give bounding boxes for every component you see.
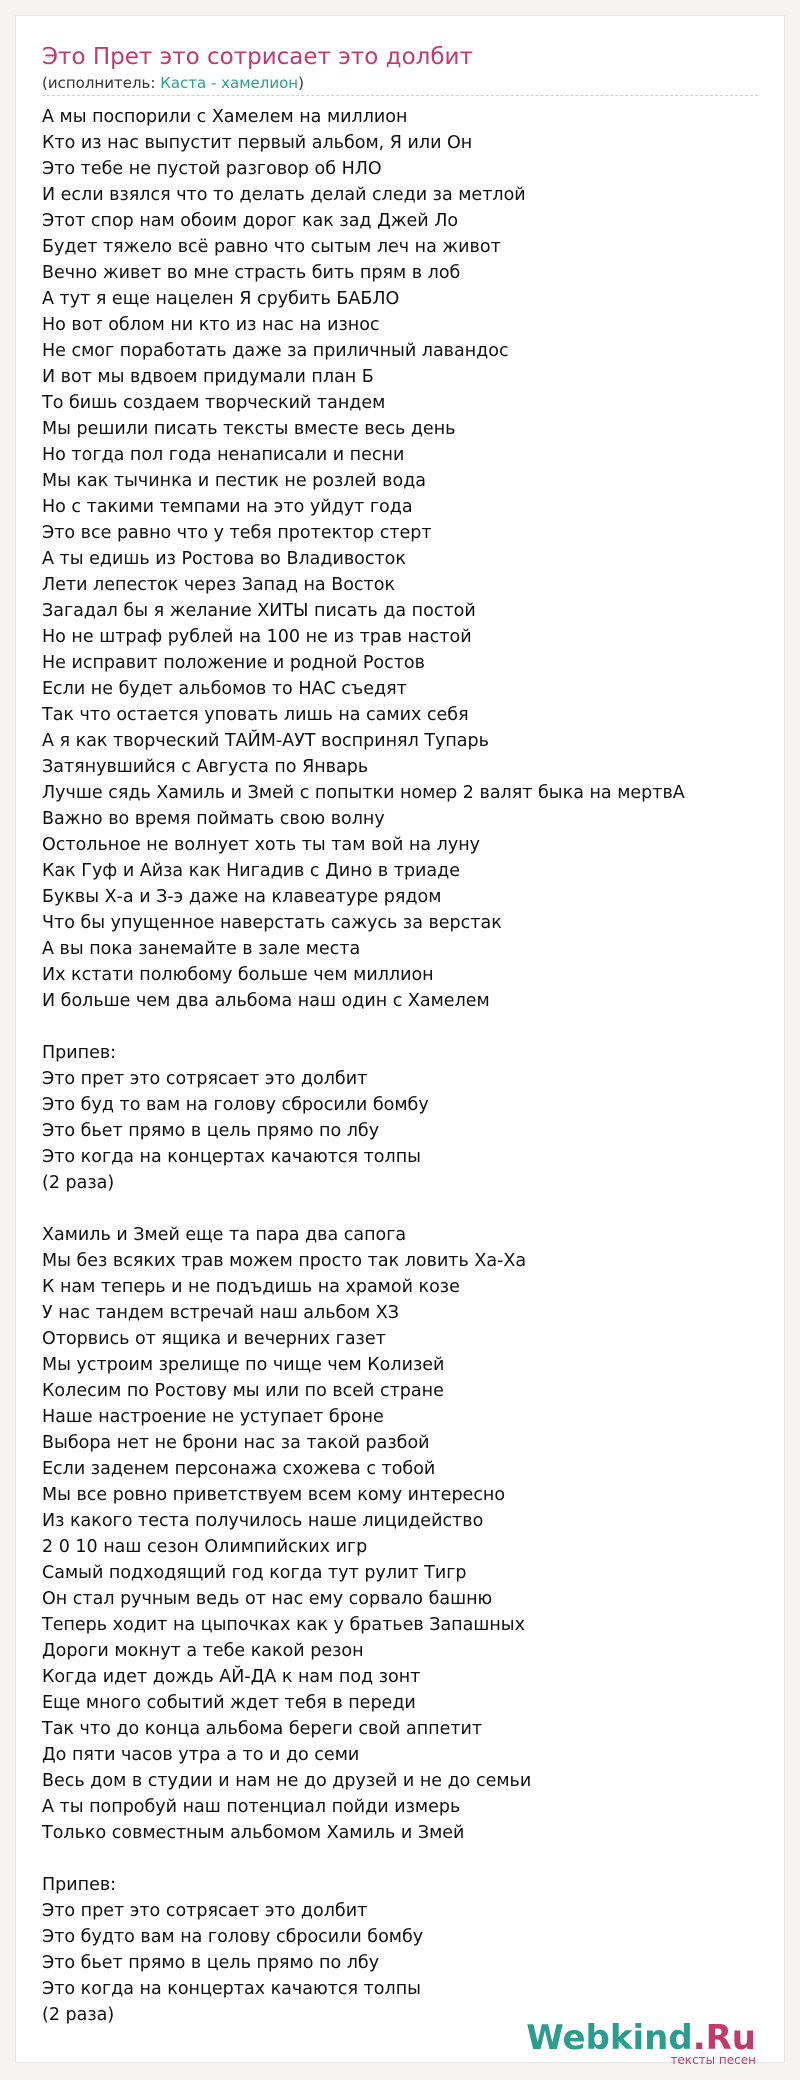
lyric-line: Буквы Х-а и З-э даже на клавеатуре рядом — [42, 887, 442, 907]
lyric-line: Еще много событий ждет тебя в переди — [42, 1693, 416, 1713]
lyric-line: Дороги мокнут а тебе какой резон — [42, 1641, 364, 1661]
lyric-line: Это когда на концертах качаются толпы — [42, 1979, 421, 1999]
lyric-line: Не исправит положение и родной Ростов — [42, 653, 425, 673]
lyric-line: Это бьет прямо в цель прямо по лбу — [42, 1953, 380, 1973]
lyric-line: Но с такими темпами на это уйдут года — [42, 497, 413, 517]
lyric-line: Лети лепесток через Запад на Восток — [42, 575, 396, 595]
lyric-line: Выбора нет не брони нас за такой разбой — [42, 1433, 430, 1453]
lyric-line: Колесим по Ростову мы или по всей стране — [42, 1381, 444, 1401]
stanza-break — [42, 1196, 762, 1222]
lyric-line: Только совместным альбомом Хамиль и Змей — [42, 1823, 465, 1843]
lyric-line: Это прет это сотрясает это долбит — [42, 1069, 368, 1089]
logo-wordmark — [526, 2018, 756, 2058]
lyric-line: Кто из нас выпустит первый альбом, Я или Он — [42, 133, 473, 153]
lyric-line: Припев: — [42, 1875, 117, 1895]
lyric-line: Это бьет прямо в цель прямо по лбу — [42, 1121, 380, 1141]
logo-tagline: тексты песен — [670, 2053, 756, 2067]
lyric-line: (2 раза) — [42, 1173, 115, 1193]
lyric-line: Это когда на концертах качаются толпы — [42, 1147, 421, 1167]
lyric-line: (2 раза) — [42, 2005, 115, 2025]
lyric-line: Остольное не волнует хоть ты там вой на луну — [42, 835, 480, 855]
lyric-line: Это все равно что у тебя протектор стерт — [42, 523, 432, 543]
artist-line — [42, 74, 304, 92]
site-logo[interactable] — [526, 2018, 756, 2067]
lyric-line: Это прет это сотрясает это долбит — [42, 1901, 368, 1921]
header-divider — [42, 95, 758, 96]
lyric-line: Если заденем персонажа схожева с тобой — [42, 1459, 436, 1479]
lyric-line: Теперь ходит на цыпочках как у братьев Запашных — [42, 1615, 525, 1635]
lyric-line: Это тебе не пустой разговор об НЛО — [42, 159, 382, 179]
lyric-line: Он стал ручным ведь от нас ему сорвало башню — [42, 1589, 493, 1609]
lyric-line: Их кстати полюбому больше чем миллион — [42, 965, 434, 985]
lyric-line: Лучше сядь Хамиль и Змей с попытки номер 2 валят быка на мертвА — [42, 783, 685, 803]
artist-link[interactable]: Каста - хамелион — [160, 74, 299, 92]
lyric-line: Из какого теста получилось наше лицидейство — [42, 1511, 484, 1531]
lyric-line: Будет тяжело всё равно что сытым леч на живот — [42, 237, 501, 257]
lyric-line: Но не штраф рублей на 100 не из трав настой — [42, 627, 472, 647]
lyrics-body — [42, 104, 762, 2028]
lyric-line: Мы все ровно приветствуем всем кому интересно — [42, 1485, 506, 1505]
lyric-line: И вот мы вдвоем придумали план Б — [42, 367, 374, 387]
lyric-line: И больше чем два альбома наш один с Хамелем — [42, 991, 490, 1011]
lyric-line: Весь дом в студии и нам не до друзей и не до семьи — [42, 1771, 532, 1791]
artist-prefix: (исполнитель: — [42, 74, 161, 92]
lyric-line: Мы решили писать тексты вместе весь день — [42, 419, 456, 439]
lyric-line: Мы устроим зрелище по чище чем Колизей — [42, 1355, 445, 1375]
lyric-line: У нас тандем встречай наш альбом ХЗ — [42, 1303, 400, 1323]
lyric-line: Самый подходящий год когда тут рулит Тигр — [42, 1563, 467, 1583]
stanza-break — [42, 1014, 762, 1040]
lyric-line: Это будто вам на голову сбросили бомбу — [42, 1927, 424, 1947]
lyric-line: А ты едишь из Ростова во Владивосток — [42, 549, 406, 569]
lyric-line: Мы без всяких трав можем просто так ловить Ха-Ха — [42, 1251, 527, 1271]
page-title: Это Прет это сотрисает это долбит — [42, 44, 473, 70]
logo-main-right: .Ru — [692, 2018, 756, 2058]
lyric-line: А ты попробуй наш потенциал пойди измерь — [42, 1797, 461, 1817]
lyric-line: Этот спор нам обоим дорог как зад Джей Ло — [42, 211, 459, 231]
lyric-line: Как Гуф и Айза как Нигадив с Дино в триаде — [42, 861, 461, 881]
lyric-line: Если не будет альбомов то НАС съедят — [42, 679, 407, 699]
lyric-line: Так что до конца альбома береги свой аппетит — [42, 1719, 483, 1739]
lyric-line: И если взялся что то делать делай следи за метлой — [42, 185, 526, 205]
lyric-line: Загадал бы я желание ХИТЫ писать да постой — [42, 601, 476, 621]
lyric-line: Оторвись от ящика и вечерних газет — [42, 1329, 386, 1349]
lyric-line: Так что остается уповать лишь на самих себя — [42, 705, 469, 725]
lyric-line: К нам теперь и не подъдишь на храмой козе — [42, 1277, 460, 1297]
lyric-line: Это буд то вам на голову сбросили бомбу — [42, 1095, 429, 1115]
lyric-line: 2 0 10 наш сезон Олимпийских игр — [42, 1537, 368, 1557]
lyric-line: Важно во время поймать свою волну — [42, 809, 385, 829]
logo-main-left: Webkind — [526, 2018, 693, 2058]
content-card — [15, 15, 785, 2067]
lyric-line: Что бы упущенное наверстать сажусь за верстак — [42, 913, 502, 933]
lyric-line: Вечно живет во мне страсть бить прям в лоб — [42, 263, 461, 283]
lyric-line: Не смог поработать даже за приличный лавандос — [42, 341, 509, 361]
stanza-break — [42, 1846, 762, 1872]
lyric-line: Наше настроение не уступает броне — [42, 1407, 384, 1427]
lyric-line: Затянувшийся с Августа по Январь — [42, 757, 369, 777]
lyric-line: Когда идет дождь АЙ-ДА к нам под зонт — [42, 1667, 421, 1687]
lyric-line: А я как творческий ТАЙМ-АУТ воспринял Тупарь — [42, 731, 489, 751]
lyric-line: До пяти часов утра а то и до семи — [42, 1745, 360, 1765]
lyric-line: Мы как тычинка и пестик не розлей вода — [42, 471, 427, 491]
lyric-line: Припев: — [42, 1043, 117, 1063]
lyric-line: А тут я еще нацелен Я срубить БАБЛО — [42, 289, 400, 309]
lyric-line: А мы поспорили с Хамелем на миллион — [42, 107, 408, 127]
artist-suffix: ) — [298, 74, 304, 92]
lyric-line: Хамиль и Змей еще та пара два сапога — [42, 1225, 407, 1245]
lyric-line: А вы пока занемайте в зале места — [42, 939, 361, 959]
lyric-line: Но вот облом ни кто из нас на износ — [42, 315, 380, 335]
lyric-line: Но тогда пол года ненаписали и песни — [42, 445, 405, 465]
lyric-line: То бишь создаем творческий тандем — [42, 393, 386, 413]
